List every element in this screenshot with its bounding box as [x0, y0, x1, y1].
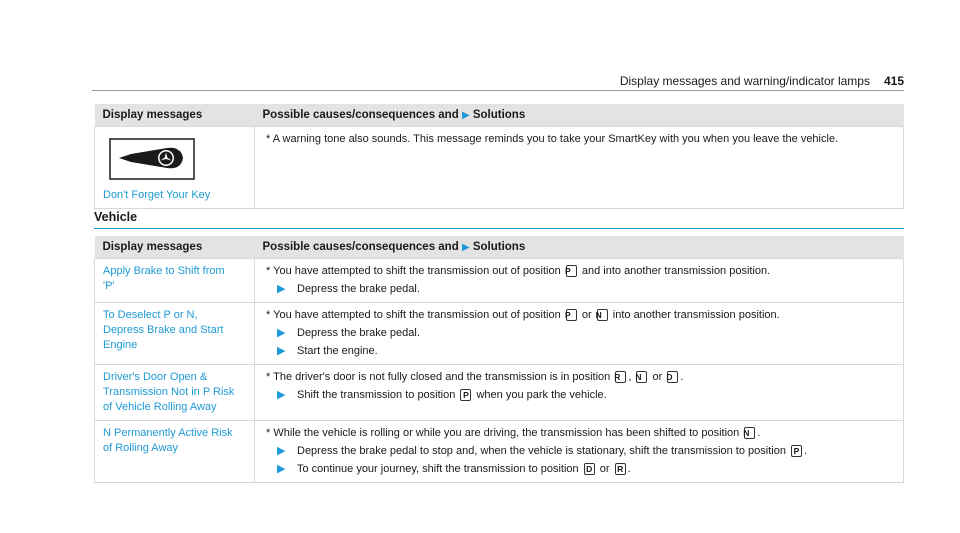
gear-key-d: D	[584, 463, 595, 475]
table-row	[95, 259, 904, 303]
step-arrow-icon: ▶	[277, 389, 286, 401]
step-arrow-icon: ▶	[277, 463, 286, 475]
step-arrow-icon: ▶	[277, 345, 286, 357]
section-title-vehicle: Vehicle	[94, 210, 138, 224]
gear-key-p: P	[460, 389, 471, 401]
cause-text: * While the vehicle is rolling or while you are driving, the transmission has been shifted to position N .	[266, 427, 761, 439]
table-row	[95, 365, 904, 421]
col-header-causes: Possible causes/consequences and ▶ Solutions	[255, 236, 904, 259]
solution-step: ▶ Start the engine.	[277, 345, 378, 357]
smartkey-icon	[109, 138, 195, 180]
col-header-display-messages: Display messages	[95, 104, 255, 127]
message-cell: To Deselect P or N, Depress Brake and Start Engine	[95, 303, 255, 365]
solution-step: ▶ Shift the transmission to position P when you park the vehicle.	[277, 389, 607, 401]
cause-cell	[255, 259, 904, 303]
solutions-arrow-icon: ▶	[461, 242, 470, 253]
message-cell	[95, 127, 255, 209]
gear-key-n: N	[597, 309, 608, 321]
cause-text: * You have attempted to shift the transmission out of position P or N into another transmission position.	[266, 309, 780, 321]
gear-key-p: P	[791, 445, 802, 457]
gear-key-p: P	[566, 265, 577, 277]
message-dont-forget-key: Don't Forget Your Key	[103, 189, 211, 201]
table-row	[95, 421, 904, 483]
cause-cell	[255, 303, 904, 365]
gear-key-n: N	[636, 371, 647, 383]
solution-step: ▶ To continue your journey, shift the transmission to position D or R .	[277, 463, 631, 475]
cause-cell	[255, 365, 904, 421]
table-row	[95, 303, 904, 365]
cause-text: * You have attempted to shift the transmission out of position P and into another transmission position.	[266, 265, 771, 277]
table-row	[95, 127, 904, 209]
header-divider	[92, 90, 904, 91]
step-arrow-icon: ▶	[277, 283, 286, 295]
step-arrow-icon: ▶	[277, 445, 286, 457]
cause-text: * A warning tone also sounds. This message reminds you to take your SmartKey with you when you leave the vehicle.	[266, 133, 839, 145]
table-header-row	[95, 236, 904, 259]
col-header-causes: Possible causes/consequences and ▶ Solutions	[255, 104, 904, 127]
solution-step: ▶ Depress the brake pedal.	[277, 283, 420, 295]
cause-text: * The driver's door is not fully closed and the transmission is in position R , N or D .	[266, 371, 684, 383]
page-header	[92, 68, 904, 88]
message-cell: Apply Brake to Shift from 'P'	[95, 259, 255, 303]
gear-key-r: R	[615, 463, 626, 475]
table-header-row	[95, 104, 904, 127]
solution-step: ▶ Depress the brake pedal.	[277, 327, 420, 339]
solutions-arrow-icon: ▶	[461, 110, 470, 121]
step-arrow-icon: ▶	[277, 327, 286, 339]
smartkey-message-table	[94, 104, 904, 209]
cause-cell	[255, 421, 904, 483]
solution-step: ▶ Depress the brake pedal to stop and, when the vehicle is stationary, shift the transmission to position P .	[277, 445, 808, 457]
gear-key-n: N	[744, 427, 755, 439]
gear-key-r: R	[615, 371, 626, 383]
cause-cell	[255, 127, 904, 209]
vehicle-message-table	[94, 236, 904, 483]
gear-key-d: D	[667, 371, 678, 383]
page-number: 415	[883, 74, 904, 88]
message-cell: Driver's Door Open & Transmission Not in P Risk of Vehicle Rolling Away	[95, 365, 255, 421]
section-divider	[94, 228, 904, 229]
message-cell: N Permanently Active Risk of Rolling Away	[95, 421, 255, 483]
col-header-display-messages: Display messages	[95, 236, 255, 259]
page-header-title: Display messages and warning/indicator lamps	[619, 74, 870, 88]
gear-key-p: P	[566, 309, 577, 321]
